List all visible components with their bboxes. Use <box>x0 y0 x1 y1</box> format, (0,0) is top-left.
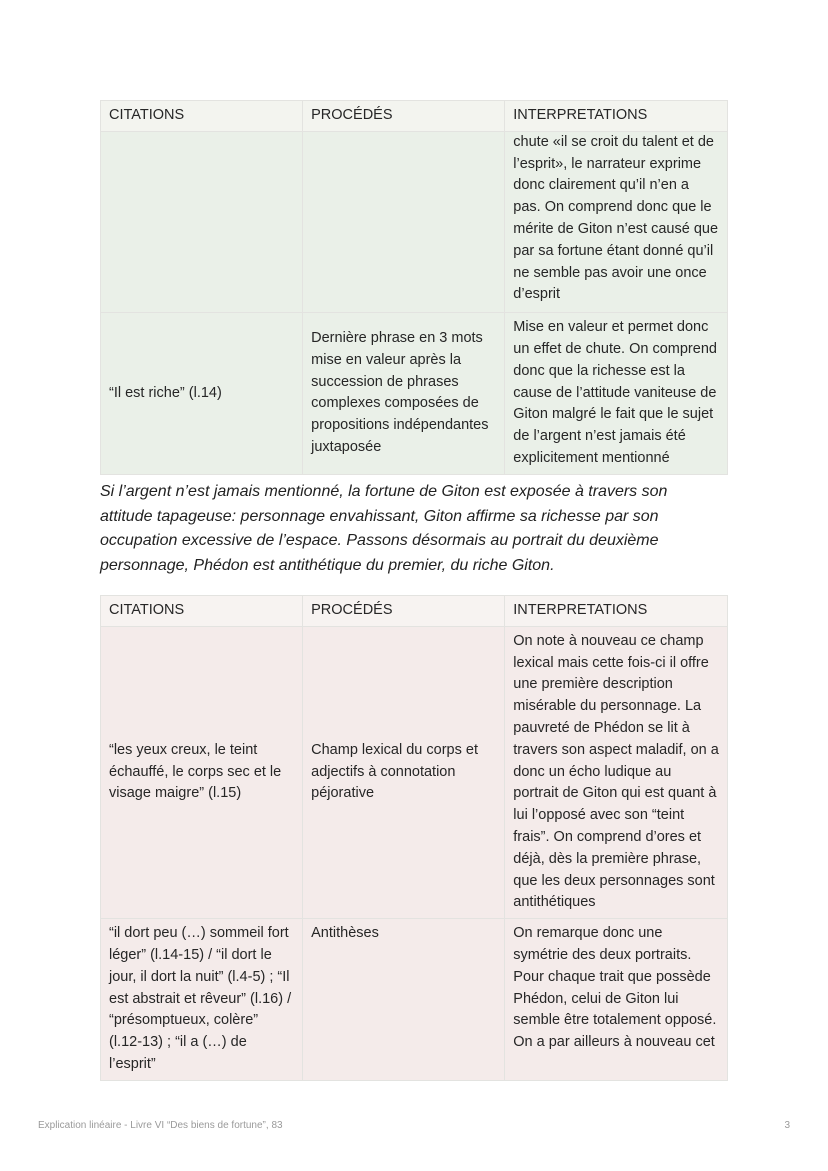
table-row <box>101 131 728 312</box>
table-header-row <box>101 101 728 132</box>
interpretation-cell: Mise en valeur et permet donc un effet de chute. On comprend donc que la richesse est la cause de l’attitude vaniteuse de Giton malgré le fait que le sujet de l’argent n’est jamais été explicitement mentionné <box>505 313 728 475</box>
analysis-table-giton <box>100 100 728 475</box>
transition-paragraph: Si l’argent n’est jamais mentionné, la fortune de Giton est exposée à travers son attitude tapageuse: personnage envahissant, Giton affirme sa richesse par son occupation excessive de l’espace. Passons désormais au portrait du deuxième personnage, Phédon est antithétique du premier, du riche Giton. <box>100 483 668 574</box>
procede-cell: Champ lexical du corps et adjectifs à connotation péjorative <box>303 626 505 918</box>
procede-cell <box>303 131 505 312</box>
citation-cell: “les yeux creux, le teint échauffé, le corps sec et le visage maigre” (l.15) <box>101 626 303 918</box>
table-row <box>101 626 728 918</box>
header-citations: CITATIONS <box>101 101 303 132</box>
page-footer <box>38 1120 790 1131</box>
analysis-table-phedon <box>100 595 728 1081</box>
header-procedes: PROCÉDÉS <box>303 596 505 627</box>
header-citations: CITATIONS <box>101 596 303 627</box>
footer-title: Explication linéaire - Livre VI “Des biens de fortune”, 83 <box>38 1120 283 1131</box>
citation-cell: “Il est riche” (l.14) <box>101 313 303 475</box>
interpretation-cell: On remarque donc une symétrie des deux portraits. Pour chaque trait que possède Phédon, celui de Giton lui semble être totalement opposé. On a par ailleurs à nouveau cet <box>505 919 728 1081</box>
interpretation-cell: chute «il se croit du talent et de l’esprit», le narrateur exprime donc clairement qu’il n’en a pas. On comprend donc que le mérite de Giton n’est causé que par sa fortune étant donné qu’il ne semble pas avoir une once d’esprit <box>505 131 728 312</box>
table-header-row <box>101 596 728 627</box>
table-row <box>101 313 728 475</box>
header-procedes: PROCÉDÉS <box>303 101 505 132</box>
citation-cell <box>101 131 303 312</box>
table-row <box>101 919 728 1081</box>
procede-cell: Dernière phrase en 3 mots mise en valeur après la succession de phrases complexes composées de propositions indépendantes juxtaposée <box>303 313 505 475</box>
citation-cell: “il dort peu (…) sommeil fort léger” (l.14-15) / “il dort le jour, il dort la nuit” (l.4-5) ; “Il est abstrait et rêveur” (l.16) / “présomptueux, colère” (l.12-13) ; “il a (…) de l’esprit” <box>101 919 303 1081</box>
interpretation-cell: On note à nouveau ce champ lexical mais cette fois-ci il offre une première description misérable du personnage. La pauvreté de Phédon se lit à travers son aspect maladif, on a donc un écho ludique au portrait de Giton qui est quant à lui l’opposé avec son “teint frais”. On comprend d’ores et déjà, dès la première phrase, que les deux personnages sont antithétiques <box>505 626 728 918</box>
procede-cell: Antithèses <box>303 919 505 1081</box>
header-interpretations: INTERPRETATIONS <box>505 596 728 627</box>
page-number: 3 <box>784 1120 790 1131</box>
header-interpretations: INTERPRETATIONS <box>505 101 728 132</box>
